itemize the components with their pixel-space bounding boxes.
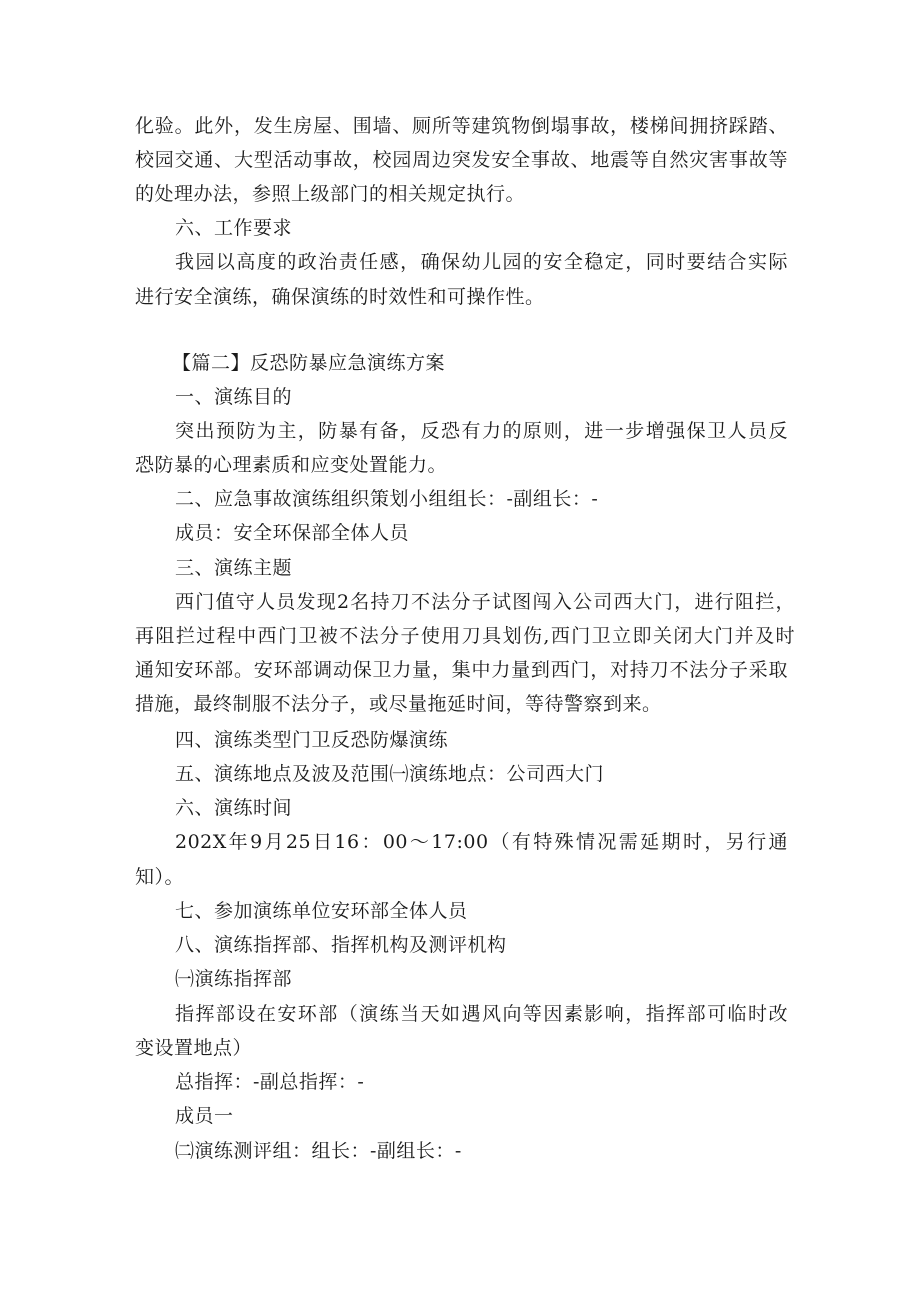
section-heading: 八、演练指挥部、指挥机构及测评机构 <box>175 934 507 956</box>
section-heading: 二、应急事故演练组织策划小组组长：-副组长：- <box>175 488 599 510</box>
paragraph-line: 通知安环部。安环部调动保卫力量，集中力量到西门，对持刀不法分子采取 <box>135 659 788 681</box>
paragraph-line: 成员一 <box>175 1105 234 1127</box>
section-heading: 五、演练地点及波及范围㈠演练地点：公司西大门 <box>175 763 605 785</box>
section-heading: 四、演练类型门卫反恐防爆演练 <box>175 729 449 751</box>
paragraph-line: 校园交通、大型活动事故，校园周边突发安全事故、地震等自然灾害事故等 <box>135 149 788 171</box>
paragraph-line: 西门值守人员发现2名持刀不法分子试图闯入公司西大门，进行阻拦， <box>175 591 795 613</box>
paragraph-line: 措施，最终制服不法分子，或尽量拖延时间，等待警察到来。 <box>135 693 662 715</box>
paragraph-line: 恐防暴的心理素质和应变处置能力。 <box>135 454 448 476</box>
paragraph-line: 化验。此外，发生房屋、围墙、厕所等建筑物倒塌事故，楼梯间拥挤踩踏、 <box>135 115 788 137</box>
sub-heading: ㈠演练指挥部 <box>175 968 293 990</box>
section-heading: 一、演练目的 <box>175 386 293 408</box>
paragraph-line: 突出预防为主，防暴有备，反恐有力的原则，进一步增强保卫人员反 <box>175 420 788 442</box>
paragraph-line: 再阻拦过程中西门卫被不法分子使用刀具划伤,西门卫立即关闭大门并及时 <box>135 625 795 647</box>
paragraph-line: 变设置地点） <box>135 1037 253 1059</box>
paragraph-line: 知）。 <box>135 866 185 888</box>
paragraph-line: 总指挥：-副总指挥：- <box>175 1071 365 1093</box>
section-heading: 三、演练主题 <box>175 557 293 579</box>
paragraph-line: 的处理办法，参照上级部门的相关规定执行。 <box>135 183 526 205</box>
section-heading: 七、参加演练单位安环部全体人员 <box>175 900 468 922</box>
sub-heading: ㈡演练测评组：组长：-副组长：- <box>175 1140 462 1162</box>
paragraph-line: 成员：安全环保部全体人员 <box>175 522 410 544</box>
paragraph-line: 指挥部设在安环部（演练当天如遇风向等因素影响，指挥部可临时改 <box>175 1003 788 1025</box>
paragraph-line: 进行安全演练，确保演练的时效性和可操作性。 <box>135 286 545 308</box>
article-title: 【篇二】反恐防暴应急演练方案 <box>172 352 446 374</box>
section-heading: 六、工作要求 <box>175 217 293 239</box>
section-heading: 六、演练时间 <box>175 797 293 819</box>
paragraph-line: 202X年9月25日16：00～17:00（有特殊情况需延期时，另行通 <box>175 831 788 853</box>
paragraph-line: 我园以高度的政治责任感，确保幼儿园的安全稳定，同时要结合实际 <box>175 251 788 273</box>
